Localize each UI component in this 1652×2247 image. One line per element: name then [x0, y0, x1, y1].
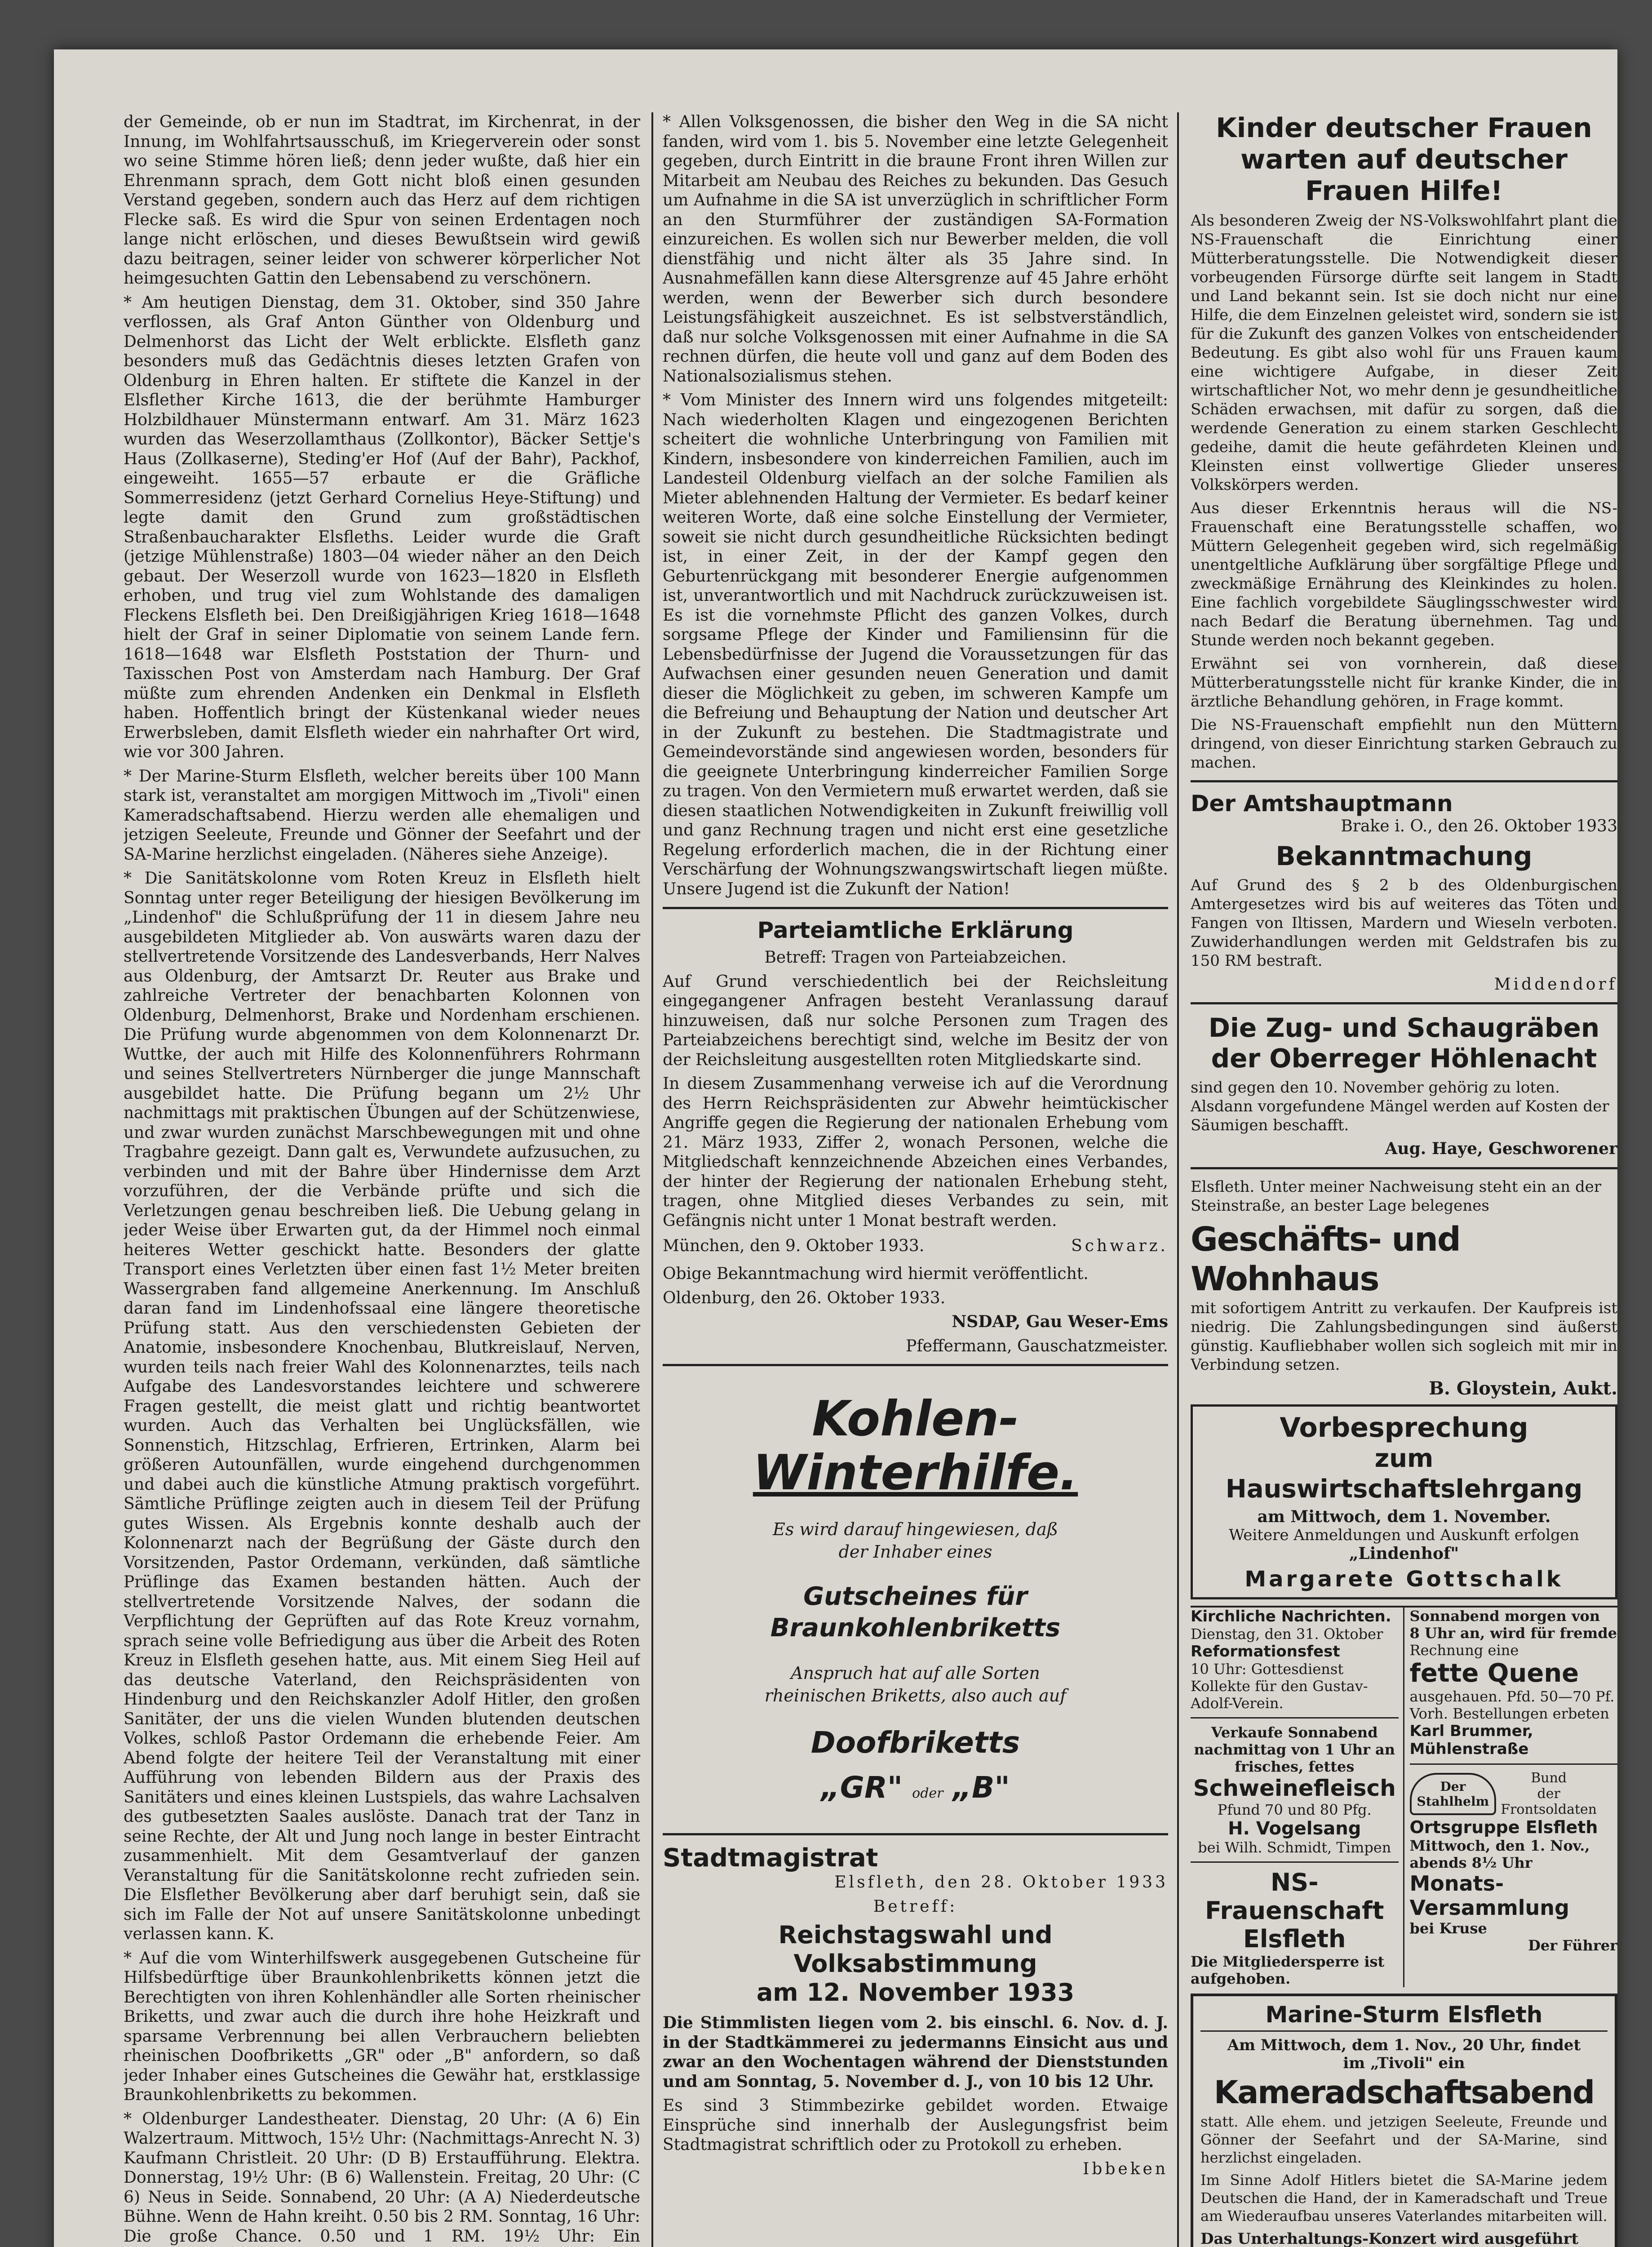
- article-landestheater: * Oldenburger Landestheater. Dienstag, 20 Uhr: (A 6) Ein Walzertraum. Mittwoch, 15½ Uhr: (Nachmittags-Anrecht N. 3) Kaufmann Christleit. 20 Uhr: (D B) Erstaufführung. Elektra. Donnerstag, 19½ Uhr: (B 6) Wallenstein. Freitag, 20 Uhr: (C 6) Neus in Seide. Sonnabend, 20 Uhr: (A A) Niederdeutsche Bühne. Wenn de Hahn kreiht. 0.50 bis 2 RM. Sonntag, 16 Uhr: Die große Chance. 0.50 und 1 RM. 19½ Uhr: Ein: [124, 2109, 640, 2246]
- stahl-l2: der: [1537, 1786, 1560, 1802]
- article-minister-innern: * Vom Minister des Innern wird uns folgendes mitgeteilt: Nach wiederholten Klagen und eingezogenen Berichten scheitert die wohnliche Unterbringung von Familien mit Kindern, insbesondere von kinderreichen Familien, auch im Landesteil Oldenburg vielfach an der solche Familien als Mieter ablehnenden Haltung der Vermieter. Es bedarf keiner weiteren Worte, daß eine solche Einstellung der Vermieter, soweit sie nicht durch gesundheitliche Rücksichten bedingt ist, in einer Zeit, in der der Kampf gegen den Geburtenrückgang mit besonderer Energie aufgenommen ist, unverantwortlich und mit Nachdruck zurückzuweisen ist. Es ist die vornehmste Pflicht des ganzen Volkes, durch sorgsame Pflege der Kinder und Familiensinn für die Lebensbedürfnisse der Jugend die Voraussetzungen für das Aufwachsen einer gesunden neuen Generation und damit dieser die Möglichkeit zu geben, im schweren Kampfe um die Befreiung und Behauptung der Nation und deutscher Art in der Zukunft zu bestehen. Die Stadtmagistrate und Gemeindevorstände sind angewiesen worden, besonders für die geeignete Unterbringung kinderreicher Familien Sorge zu tragen. Von den Vermietern muß erwartet werden, daß sie diesen staatlichen Notwendigkeiten in Zukunft freiwillig voll und ganz Rechnung tragen und nicht erst eine gesetzliche Regelung erforderlich machen, die in der Richtung einer Verschärfung der Wohnungszwangswirtschaft liegen müßte. Unsere Jugend ist die Zukunft der Nation!: [663, 391, 1168, 898]
- stadt-signer: Ibbeken: [1083, 2159, 1168, 2178]
- small-ads-right: [1410, 1608, 1618, 1987]
- kohlen-winterhilfe-ad: [663, 1374, 1168, 1825]
- marine-l1: Am Mittwoch, dem 1. Nov., 20 Uhr, findet: [1227, 2036, 1581, 2054]
- stadt-betreff: Betreff:: [873, 1897, 958, 1916]
- kinder-p3: Erwähnt sei von vornherein, daß diese Mütterberatungsstelle nicht für kranke Kinder, die in ärztliche Behandlung gehören, in Frage kommt.: [1191, 655, 1617, 711]
- article-marine-sturm: * Der Marine-Sturm Elsfleth, welcher bereits über 100 Mann stark ist, veranstaltet am morgigen Mittwoch im „Tivoli" einen Kameradschaftsabend. Hierzu werden alle ehemaligen und jetzigen Seeleute, Freunde und Gönner der Seefahrt und der SA-Marine herzlichst eingeladen. (Näheres siehe Anzeige).: [124, 767, 640, 864]
- newspaper-page: [54, 49, 1617, 2247]
- partei-title: Parteiamtliche Erklärung: [757, 917, 1074, 943]
- schwein-l4: Pfund 70 und 80 Pfg.: [1217, 1801, 1372, 1818]
- queue-l1: Sonnabend morgen von: [1409, 1608, 1600, 1625]
- kinder-title-2: warten auf deutscher Frauen Hilfe!: [1240, 144, 1568, 207]
- nsf-l1: Die Mitgliedersperre ist: [1191, 1953, 1385, 1970]
- article-sa-aufnahme: * Allen Volksgenossen, die bisher den Weg in die SA nicht fanden, wird vom 1. bis 5. November eine letzte Gelegenheit gegeben, durch Eintritt in die braune Front ihren Willen zur Mitarbeit am Neubau des Reiches zu bekunden. Das Gesuch um Aufnahme in die SA ist unverzüglich in schriftlicher Form an den Sturmführer der zuständigen SA-Formation einzureichen. Es wollen sich nur Bewerber melden, die voll dienstfähig und nicht älter als 35 Jahre sind. In Ausnahmefällen kann diese Altersgrenze auf 45 Jahre erhöht werden, wenn der Bewerber sich durch besondere Leistungsfähigkeit auszeichnet. Es ist selbstverständlich, daß nur solche Volksgenossen mit einer Aufnahme in die SA rechnen dürfen, die heute voll und ganz auf dem Boden des Nationalsozialismus stehen.: [663, 113, 1168, 386]
- kirch-l1: Dienstag, den 31. Oktober: [1191, 1625, 1383, 1643]
- amt-bekanntmachung: Bekanntmachung: [1276, 840, 1532, 871]
- zug-p1: sind gegen den 10. November gehörig zu loten. Alsdann vorgefundene Mängel werden auf Kosten der Säumigen beschafft.: [1191, 1079, 1609, 1134]
- vorb-t1: Vorbesprechung: [1280, 1412, 1528, 1443]
- stadt-date: Elsfleth, den 28. Oktober 1933: [834, 1873, 1168, 1892]
- marine-title: Marine-Sturm Elsfleth: [1200, 2002, 1608, 2032]
- stadt-p1: Die Stimmlisten liegen vom 2. bis einschl. 6. Nov. d. J. in der Stadtkämmerei zu jedermanns Einsicht aus und zwar an den Wochentagen während der Dienststunden und am Sonntag, 5. November d. J., von 10 bis 12 Uhr.: [663, 2013, 1168, 2091]
- schwein-l5: bei Wilh. Schmidt, Timpen: [1198, 1839, 1391, 1856]
- geschaeftshaus-ad: [1191, 1177, 1617, 1399]
- amt-title: Der Amtshauptmann: [1191, 790, 1453, 817]
- article-winterhilfswerk: * Auf die vom Winterhilfswerk ausgegebenen Gutscheine für Hilfsbedürftige über Braunkohlenbriketts können jetzt die Berechtigten von ihren Kohlenhändler alle Sorten rheinischer Briketts, und zwar auch die durch ihre hohe Heizkraft und sparsame Verbrennung bei allen Verbrauchern beliebten rheinischen Doofbriketts „GR" oder „B" anfordern, so daß jeder Inhaber eines Gutscheines die Gewähr hat, erstklassige Braunkohlenbriketts zu bekommen.: [124, 1949, 640, 2104]
- marine-p3: Das Unterhaltungs-Konzert wird ausgeführt: [1200, 2230, 1579, 2247]
- stahl-emblem1: Der: [1440, 1779, 1466, 1794]
- hauswirtschaft-ad: [1191, 1404, 1617, 1599]
- article-sanitaetskolonne: * Die Sanitätskolonne vom Roten Kreuz in Elsfleth hielt Sonntag unter reger Beteiligung der hiesigen Bevölkerung im „Lindenhof" die Schlußprüfung der 11 in diesem Jahre neu ausgebildeten Mitglieder ab. Von auswärts waren dazu der stellvertretende Vorsitzende des Landesverbands, Herr Nalves aus Oldenburg, der Amtsarzt Dr. Reuter aus Brake und zahlreiche Vertreter der benachbarten Kolonnen von Oldenburg, Delmenhorst, Brake und Nordenham erschienen. Die Prüfung wurde abgenommen von dem Kolonnenarzt Dr. Wuttke, der auch mit Hilfe des Kolonnenführers Rohrmann und seines Stellvertreters Nürnberger die junge Mannschaft ausgebildet hatte. Die Prüfung begann um 2½ Uhr nachmittags mit praktischen Übungen auf der Schützenwiese, und zwar wurden zunächst Marschbewegungen mit und ohne Tragbahre gezeigt. Dann galt es, Verwundete aufzusuchen, zu verbinden und mit der Bahre über Hindernisse dem Arzt vorzuführen, der die Verbände prüfte und sich die Verletzungen genau beschreiben ließ. Die Uebung gelang in jeder Weise über Erwarten gut, da der Himmel noch einmal heiteres Wetter geschickt hatte. Besonders der glatte Transport eines Verletzten über einen fast 1½ Meter breiten Wassergraben fand allgemeine Anerkennung. Im Anschluß daran fand im Lindenhofssaal eine längere theoretische Prüfung statt. Aus den verschiedensten Gebieten der Anatomie, insbesondere Knochenbau, Blutkreislauf, Nerven, wurden teils nach freier Wahl des Kolonnenarztes, teils nach Aufgabe des Landesvorstandes leichtere und schwerere Fragen gestellt, die meist glatt und richtig beantwortet wurden. Auch das Verhalten bei Unglücksfällen, wie Sonnenstich, Hitzschlag, Erfrieren, Ertrinken, Alarm bei größeren Autounfällen, wurde eingehend durchgenommen und dabei auch die künstliche Atmung praktisch vorgeführt. Sämtliche Prüflinge zeigten auch in diesem Teil der Prüfung gutes Wissen. Als Ergebnis konnte deshalb auch der Kolonnenarzt nach der Begrüßung der Gäste durch den Vorsitzenden, Pastor Ordemann, verkünden, daß sämtliche Prüflinge das Examen bestanden hätten. Auch der stellvertretende Vorsitzende Nalves, der sodann die Verpflichtung der Geprüften auf das Rote Kreuz vornahm, sprach seine volle Befriedigung aus über die Arbeit des Roten Kreuz in Elsfleth gesehen hatte, aus. Mit einem Sieg Heil auf das deutsche Vaterland, den Reichspräsidenten von Hindenburg und den Reichskanzler Adolf Hitler, den großen Sanitäter, der uns die vielen Wunden blutenden deutschen Volkes, schloß Pastor Ordemann die erhebende Feier. Am Abend folgte der heitere Teil der Veranstaltung mit einer Aufführung von lebenden Bildern aus der Praxis des Sanitäters und eines kleinen Lustspiels, das wahre Lachsalven des gutbesetzten Saales auslöste. Danach trat der Tanz in seine Rechte, der Alt und Jung noch lange in bester Eintracht zusammenhielt. Mit dem Gesamtverlauf der ganzen Veranstaltung für die Sanitätskolonne recht zufrieden sein. Die Elsflether Bevölkerung aber darf beruhigt sein, daß sie sich im Falle der Not auf unsere Sanitätskolonne unbedingt verlassen kann. K.: [124, 869, 640, 1943]
- kohlen-gutschein2: Braunkohlenbriketts: [770, 1613, 1061, 1643]
- stadt-p2: Es sind 3 Stimmbezirke gebildet worden. Etwaige Einsprüche sind innerhalb der Auslegungsfrist beim Stadtmagistrat schriftlich oder zu Protokoll zu erheben.: [663, 2096, 1168, 2154]
- kinder-title-1: Kinder deutscher Frauen: [1216, 112, 1592, 144]
- stadt-title: Stadtmagistrat: [663, 1843, 878, 1873]
- section-divider: [663, 1364, 1168, 1366]
- marine-p2: Im Sinne Adolf Hitlers bietet die SA-Marine jedem Deutschen die Hand, der in Kameradschaft und Treue am Wiederaufbau unseres Vaterlandes mitarbeiten will.: [1200, 2172, 1608, 2225]
- kirch-l4: Kollekte für den Gustav-Adolf-Verein.: [1191, 1678, 1368, 1712]
- stahlhelm-emblem-icon: [1410, 1773, 1497, 1815]
- stadt-head2: am 12. November 1933: [756, 1978, 1075, 2007]
- stahl-l4: Ortsgruppe Elsfleth: [1409, 1817, 1598, 1837]
- stahl-l3: Frontsoldaten: [1501, 1802, 1597, 1817]
- stahl-l7: bei Kruse: [1409, 1920, 1487, 1937]
- kohlen-line4: rheinischen Briketts, also auch auf: [764, 1686, 1067, 1705]
- article-anton-guenther: * Am heutigen Dienstag, dem 31. Oktober, sind 350 Jahre verflossen, als Graf Anton Günther von Oldenburg und Delmenhorst das Licht der Welt erblickte. Elsfleth ganz besonders muß das Gedächtnis dieses letzten Grafen von Oldenburg in Ehren halten. Er stiftete die Kanzel in der Elsflether Kirche 1613, die der berühmte Hamburger Holzbildhauer Münstermann entwarf. Am 31. März 1623 wurden das Weserzollamthaus (Zollkontor), Bäcker Settje's Haus (Zollkaserne), Steding'er Hof (Auf der Bahr), Packhof, eingeweiht. 1655—57 erbaute er die Gräfliche Sommerresidenz (jetzt Gerhard Cornelius Heye-Stiftung) und legte damit den Grund zum großstädtischen Straßenbaucharakter Elsfleths. Leider wurde die Graft (jetzige Mühlenstraße) 1803—04 wieder näher an den Deich gebaut. Der Weserzoll wurde von 1623—1820 in Elsfleth erhoben, und trug viel zum Wohlstande des damaligen Fleckens Elsfleth bei. Den Dreißigjährigen Krieg 1618—1648 hielt der Graf in seiner Diplomatie von seinem Lande fern. 1618—1648 war Elsfleth Poststation der Thurn- und Taxisschen Post von Amsterdam nach Hamburg. Der Graf müßte zum ehrenden Andenken ein Denkmal in Elsfleth haben. Hoffentlich bringt der Küstenkanal wieder neues Erwerbsleben, damit Elsfleth wieder ein nahrhafter Ort wird, wie vor 300 Jahren.: [124, 293, 640, 761]
- column-rule-1: [651, 112, 653, 2247]
- ad-divider: [1410, 1763, 1618, 1765]
- ad-divider: [1191, 1717, 1399, 1719]
- partei-erklaerung: [663, 917, 1168, 1356]
- queue-l5: Vorh. Bestellungen erbeten: [1409, 1705, 1609, 1722]
- stahl-title: Monats-Versammlung: [1409, 1871, 1569, 1920]
- haus-intro: Elsfleth. Unter meiner Nachweisung steht ein an der Steinstraße, an bester Lage belegenes: [1191, 1177, 1602, 1215]
- kinder-p1: Als besonderen Zweig der NS-Volkswohlfahrt plant die NS-Frauenschaft die Einrichtung einer Mütterberatungsstelle. Die Notwendigkeit dieser vorbeugenden Fürsorge dürfte seit langem in Stadt und Land bekannt sein. Ist sie doch nicht nur eine Hilfe, die dem Einzelnen geleistet wird, sondern sie ist für die Zukunft des ganzen Volkes von entscheidender Bedeutung. Es gibt also wohl für uns Frauen kaum eine wichtigere Aufgabe, in dieser Zeit wirtschaftlicher Not, wo mehr denn je gesundheitliche Schäden erwachsen, mit dafür zu sorgen, daß die werdende Generation zu einem starken Geschlecht gedeihe, damit die heute gefährdeten Kleinen und Kleinsten einst vollwertige Glieder unseres Volkskörpers werden.: [1191, 212, 1617, 494]
- stahl-l6: abends 8½ Uhr: [1409, 1854, 1532, 1871]
- queue-signer: Karl Brummer, Mühlenstraße: [1409, 1722, 1533, 1758]
- column-3: [1191, 112, 1617, 2247]
- kohlen-b: „B": [952, 1770, 1010, 1805]
- stahl-signer: Der Führer: [1528, 1937, 1617, 1954]
- ad-divider: [1191, 1861, 1399, 1863]
- small-ads-grid: [1191, 1606, 1617, 1987]
- stahl-l5: Mittwoch, den 1. Nov.,: [1409, 1837, 1590, 1854]
- kinder-p4: Die NS-Frauenschaft empfiehlt nun den Müttern dringend, von dieser Einrichtung starken Gebrauch zu machen.: [1191, 716, 1617, 772]
- kohlen-title-2: Winterhilfe.: [753, 1445, 1078, 1501]
- amt-p1: Auf Grund des § 2 b des Oldenburgischen Amtergesetzes wird bis auf weiteres das Töten und Fangen von Iltissen, Mardern und Wieseln verboten. Zuwiderhandlungen werden mit Geldstrafen bis zu 150 RM bestraft.: [1191, 876, 1617, 970]
- partei-signer: Schwarz.: [1071, 1237, 1168, 1255]
- marine-sturm-ad: [1191, 1994, 1617, 2247]
- partei-org: NSDAP, Gau Weser-Ems: [952, 1312, 1168, 1331]
- stadtmagistrat-notice: [663, 1843, 1168, 2179]
- kohlen-gutschein1: Gutscheines für: [803, 1582, 1028, 1611]
- kohlen-title-1: Kohlen-: [812, 1391, 1019, 1447]
- schwein-l3: frisches, fettes: [1235, 1758, 1355, 1775]
- kohlen-oder: oder: [912, 1785, 943, 1801]
- column-1: [124, 112, 640, 2247]
- column-2: [663, 112, 1168, 2247]
- vorb-t5: „Lindenhof": [1349, 1544, 1459, 1563]
- vorb-name: Margarete Gottschalk: [1245, 1567, 1563, 1592]
- nsf-l2: aufgehoben.: [1191, 1970, 1291, 1987]
- zug-signer: Aug. Haye, Geschworener: [1385, 1139, 1617, 1158]
- vorb-t3: am Mittwoch, dem 1. November.: [1257, 1507, 1551, 1526]
- kinder-frauen-ad: [1191, 112, 1617, 772]
- vorb-t2: zum Hauswirtschaftslehrgang: [1225, 1444, 1583, 1504]
- kohlen-line3: Anspruch hat auf alle Sorten: [791, 1663, 1040, 1683]
- section-divider: [1191, 780, 1617, 782]
- queue-title: fette Quene: [1409, 1659, 1579, 1688]
- kinder-p2: Aus dieser Erkenntnis heraus will die NS-Frauenschaft eine Beratungsstelle schaffen, wo Müttern Gelegenheit gegeben wird, sich regelmäßig unentgeltliche Aufklärung über sorgfältige Pflege und zweckmäßige Ernährung des Kleinkindes zu holen. Eine fachlich vorgebildete Säuglingsschwester wird nach Bedarf die Beratung übernehmen. Tag und Stunde werden noch bekannt gegeben.: [1191, 499, 1617, 649]
- amtshauptmann-notice: [1191, 790, 1617, 994]
- queue-l2: 8 Uhr an, wird für fremde: [1409, 1625, 1617, 1642]
- nsf-t1: NS-Frauenschaft: [1205, 1868, 1384, 1925]
- kohlen-line2: der Inhaber eines: [838, 1542, 992, 1562]
- vorb-t4: Weitere Anmeldungen und Auskunft erfolgen: [1229, 1526, 1579, 1544]
- kohlen-gr: „GR": [821, 1770, 903, 1805]
- column-rule-2: [1177, 112, 1179, 2247]
- kirch-l2: Reformationsfest: [1191, 1643, 1340, 1661]
- small-ads-left: [1191, 1608, 1404, 1987]
- zuggraeben-notice: [1191, 1012, 1617, 1159]
- haus-title: Geschäfts- und Wohnhaus: [1191, 1220, 1460, 1298]
- section-divider: [663, 907, 1168, 909]
- haus-p1: mit sofortigem Antritt zu verkaufen. Der Kaufpreis ist niedrig. Die Zahlungsbedingungen sind äußerst günstig. Kaufliebhaber wollen sich sogleich mit mir in Verbindung setzen.: [1191, 1299, 1617, 1374]
- kirch-title: Kirchliche Nachrichten.: [1191, 1608, 1391, 1625]
- nsf-t2: Elsfleth: [1243, 1925, 1346, 1953]
- queue-l3: Rechnung eine: [1409, 1642, 1519, 1659]
- stadt-head1: Reichstagswahl und Volksabstimmung: [778, 1921, 1053, 1978]
- partei-betreff: Betreff: Tragen von Parteiabzeichen.: [764, 948, 1067, 967]
- amt-date: Brake i. O., den 26. Oktober 1933: [1341, 817, 1617, 835]
- schwein-title: Schweinefleisch: [1193, 1775, 1396, 1801]
- marine-big: Kameradschaftsabend: [1214, 2074, 1594, 2111]
- haus-signer: B. Gloystein, Aukt.: [1429, 1377, 1617, 1399]
- partei-p2: In diesem Zusammenhang verweise ich auf die Verordnung des Herrn Reichspräsidenten zur Abwehr heimtückischer Angriffe gegen die Regierung der nationalen Erhebung vom 21. März 1933, Ziffer 2, wonach Personen, welche die Mitgliedschaft kennzeichnende Abzeichen eines Verbandes, der hinter der Regierung der nationalen Erhebung steht, tragen, ohne Mitglied dieses Verbandes zu sein, mit Gefängnis nicht unter 1 Monat bestraft werden.: [663, 1075, 1168, 1230]
- section-divider: [1191, 1167, 1617, 1169]
- amt-signer: Middendorf: [1494, 975, 1617, 994]
- queue-l4: ausgehauen. Pfd. 50—70 Pf.: [1409, 1688, 1615, 1705]
- partei-signer2: Pfeffermann, Gauschatzmeister.: [906, 1337, 1168, 1355]
- marine-p1: statt. Alle ehem. und jetzigen Seeleute, Freunde und Gönner der Seefahrt und der SA-Marine, sind herzlichst eingeladen.: [1200, 2113, 1608, 2166]
- schwein-l2: nachmittag von 1 Uhr an: [1194, 1741, 1395, 1758]
- section-divider: [663, 1833, 1168, 1835]
- stahl-emblem2: Stahlhelm: [1417, 1794, 1489, 1809]
- schwein-l1: Verkaufe Sonnabend: [1211, 1724, 1378, 1741]
- partei-place-date: München, den 9. Oktober 1933.: [663, 1237, 925, 1255]
- section-divider: [1191, 1002, 1617, 1004]
- partei-place-date2: Oldenburg, den 26. Oktober 1933.: [663, 1288, 946, 1307]
- schwein-signer: H. Vogelsang: [1228, 1818, 1361, 1839]
- kirch-l3: 10 Uhr: Gottesdienst: [1191, 1661, 1344, 1678]
- article-paragraph: der Gemeinde, ob er nun im Stadtrat, im Kirchenrat, in der Innung, im Wohlfahrtsausschuß, im Kriegerverein oder sonst wo seine Stimme hören ließ; denn jeder wußte, daß hier ein Ehrenmann sprach, dem Gott nicht bloß einen gesunden Verstand gegeben, sondern auch das Herz auf dem richtigen Flecke saß. Es wird die Spur von seinen Erdentagen noch lange nicht erlöschen, und dieses Bewußtsein wird gewiß dazu beitragen, seiner leider von schwerer körperlicher Not heimgesuchten Gattin den Lebensabend zu verschönern.: [124, 113, 640, 288]
- kohlen-line1: Es wird darauf hingewiesen, daß: [772, 1519, 1059, 1539]
- partei-p3: Obige Bekanntmachung wird hiermit veröffentlicht.: [663, 1265, 1089, 1283]
- zug-title-1: Die Zug- und Schaugräben: [1208, 1012, 1600, 1043]
- kohlen-doof: Doofbriketts: [810, 1725, 1020, 1760]
- partei-p1: Auf Grund verschiedentlich bei der Reichsleitung eingegangener Anfragen besteht Veranlassung darauf hinzuweisen, daß nur solche Personen zum Tragen des Parteiabzeichens berechtigt sind, welche im Besitz der von der Reichsleitung ausgestellten roten Mitgliedskarte sind.: [663, 972, 1168, 1069]
- zug-title-2: der Oberreger Höhlenacht: [1211, 1043, 1597, 1074]
- stahl-l1: Bund: [1531, 1770, 1567, 1786]
- marine-l2: im „Tivoli" ein: [1343, 2054, 1465, 2072]
